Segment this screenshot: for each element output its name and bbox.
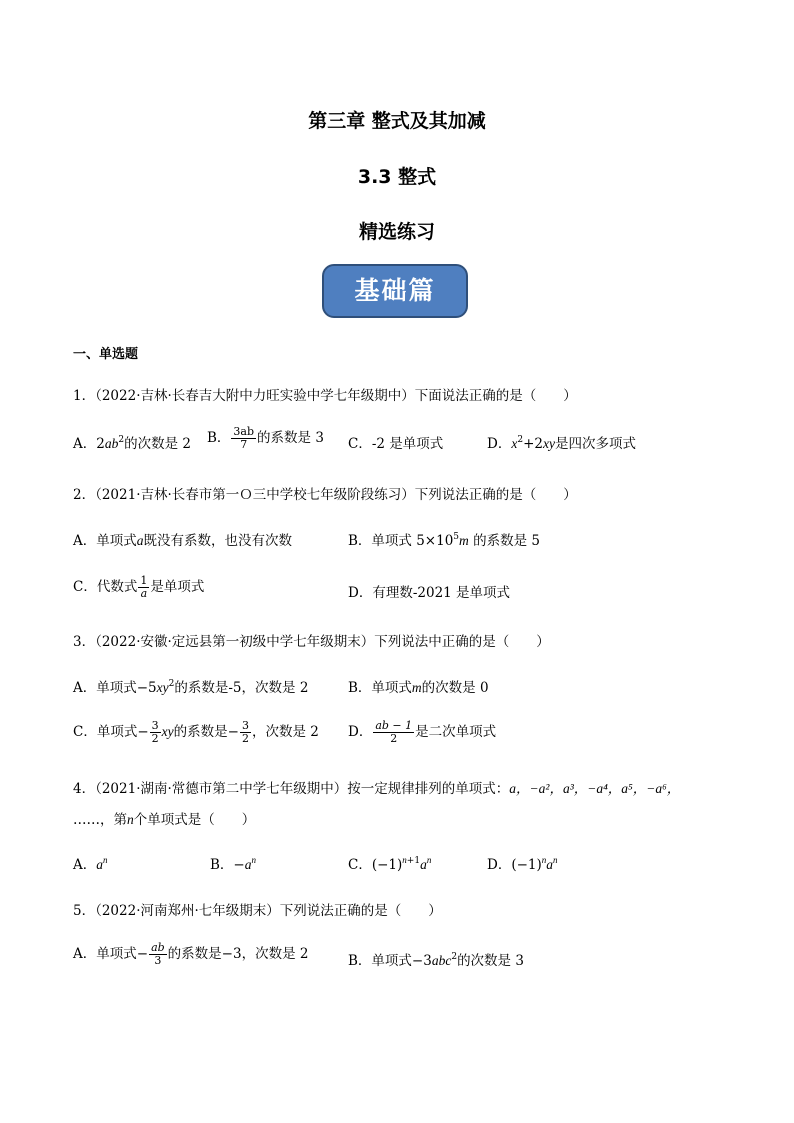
question-1-option-b <box>207 426 324 451</box>
exponent: 5 <box>453 532 460 542</box>
fraction-denominator: 7 <box>240 438 248 451</box>
section-heading: 一、单选题 <box>73 347 139 362</box>
variable: n <box>127 812 134 827</box>
question-5-option-b: B．单项式−3abc$^2$的次数是 3 <box>348 952 524 969</box>
question-1-stem: 1．（2022·吉林·长春吉大附中力旺实验中学七年级期中）下面说法正确的是（ ） <box>73 388 577 404</box>
variable: a <box>136 533 144 548</box>
fraction <box>231 426 256 450</box>
fraction-denominator: 2 <box>151 732 159 745</box>
question-5-stem: 5．（2022·河南郑州·七年级期末）下列说法正确的是（ ） <box>73 903 442 919</box>
option-a-label: A．单项式 <box>73 946 137 962</box>
option-c-text: ，次数是 2 <box>251 724 319 740</box>
variable: m <box>411 680 422 695</box>
question-5-option-a: A．单项式− $\frac{ab}{3}$ 的系数是−3，次数是 2 <box>73 941 309 967</box>
option-c-label: C．代数式 <box>73 579 138 595</box>
question-1-option-d <box>487 432 636 452</box>
option-a-text: 的系数是−3，次数是 2 <box>167 946 309 962</box>
option-c-label: C．单项式 <box>73 724 138 740</box>
option-d-label: D． <box>348 724 373 740</box>
question-4-stem <box>73 777 680 797</box>
question-1-option-a <box>73 432 191 452</box>
question-2-stem: 2．（2021·吉林·长春市第一Ｏ三中学校七年级阶段练习）下列说法正确的是（ ） <box>73 487 577 503</box>
option-a-text: 的次数是 2 <box>124 436 191 452</box>
question-4-option-d: D．$(-1)^na^n$ <box>487 855 558 873</box>
question-3-option-a <box>73 676 308 696</box>
stem-prefix: ……，第 <box>73 812 127 828</box>
question-3-option-c: C．单项式− $\frac{3}{2}$ xy的系数是− $\frac{3}{2}$ ，次数是 2 <box>73 719 319 745</box>
subtitle: 精选练习 <box>358 221 435 243</box>
option-b-text: 的系数是 5 <box>468 533 540 549</box>
question-3-option-b <box>348 676 489 696</box>
question-4-option-a: A．$a^n$ <box>73 855 108 873</box>
fraction <box>149 942 167 966</box>
option-a-label: A．单项式 <box>73 680 137 696</box>
section-title: 3.3 整式 <box>357 166 437 188</box>
fraction <box>240 720 251 744</box>
question-4-stem-line2 <box>73 808 255 828</box>
option-b-label: B． <box>207 430 231 446</box>
fraction-denominator: 2 <box>241 732 249 745</box>
expression: $-5xy^2$ <box>136 679 175 696</box>
question-2-option-c <box>73 575 204 600</box>
option-d-label: D． <box>487 436 512 452</box>
option-a-label: A． <box>73 436 97 452</box>
option-b-label: B．单项式 <box>348 953 412 969</box>
option-b-label: B．单项式 <box>348 680 412 696</box>
question-2-option-b <box>348 529 540 549</box>
option-a-text: 既没有系数，也没有次数 <box>143 533 292 549</box>
option-b-text: 的系数是 3 <box>257 430 324 446</box>
fraction <box>373 720 414 744</box>
fraction-numerator: ab <box>151 941 165 955</box>
chapter-title: 第三章 整式及其加减 <box>308 110 486 132</box>
option-c-text: 是单项式 <box>150 579 205 595</box>
fraction-numerator: 3 <box>151 719 159 733</box>
fraction <box>138 575 149 599</box>
fraction-numerator: ab − 1 <box>375 719 413 733</box>
question-4-stem-text: 4．（2021·湖南·常德市第二中学七年级期中）按一定规律排列的单项式： <box>73 781 510 797</box>
fraction-numerator: 3ab <box>233 425 255 439</box>
option-a-text: 的系数是-5，次数是 2 <box>174 680 309 696</box>
question-4-option-c: C．$(-1)^{n+1}a^n$ <box>348 855 432 873</box>
fraction-denominator: 2 <box>390 732 398 745</box>
option-b-text: 的次数是 0 <box>421 680 489 696</box>
stem-suffix: 个单项式是（ ） <box>133 812 256 828</box>
option-c-mid: 的系数是 <box>173 724 228 740</box>
option-d-text: 是四次多项式 <box>554 436 636 452</box>
fraction-numerator: 3 <box>241 719 249 733</box>
option-b-label: B． <box>210 857 234 873</box>
option-b-label: B．单项式 5×10 <box>348 533 454 549</box>
option-a-label: A．单项式 <box>73 533 137 549</box>
expression: $2ab^2$ <box>96 435 125 452</box>
question-4-option-b: B．$-a^n$ <box>210 855 256 873</box>
option-d-text: 是二次单项式 <box>415 724 497 740</box>
option-a-label: A． <box>73 857 97 873</box>
option-b-text: 的次数是 3 <box>457 953 524 969</box>
fraction-denominator: a <box>140 587 148 600</box>
level-badge: 基础篇 <box>322 264 468 318</box>
question-3-stem: 3．（2022·安徽·定远县第一初级中学七年级期末）下列说法中正确的是（ ） <box>73 634 550 650</box>
fraction-denominator: 3 <box>154 954 162 967</box>
expression: $x^2+2xy$ <box>511 435 555 452</box>
option-c-label: C． <box>348 857 372 873</box>
fraction-numerator: 1 <box>140 574 148 588</box>
fraction <box>150 720 161 744</box>
sequence: a，−a²，a³，−a⁴，a⁵，−a⁶， <box>509 781 681 796</box>
question-2-option-a <box>73 529 292 549</box>
option-d-label: D． <box>487 857 512 873</box>
question-3-option-d <box>348 720 496 745</box>
variable: m <box>459 533 469 548</box>
question-2-option-d: D．有理数-2021 是单项式 <box>348 585 511 601</box>
question-1-option-c: C．-2 是单项式 <box>348 436 444 452</box>
